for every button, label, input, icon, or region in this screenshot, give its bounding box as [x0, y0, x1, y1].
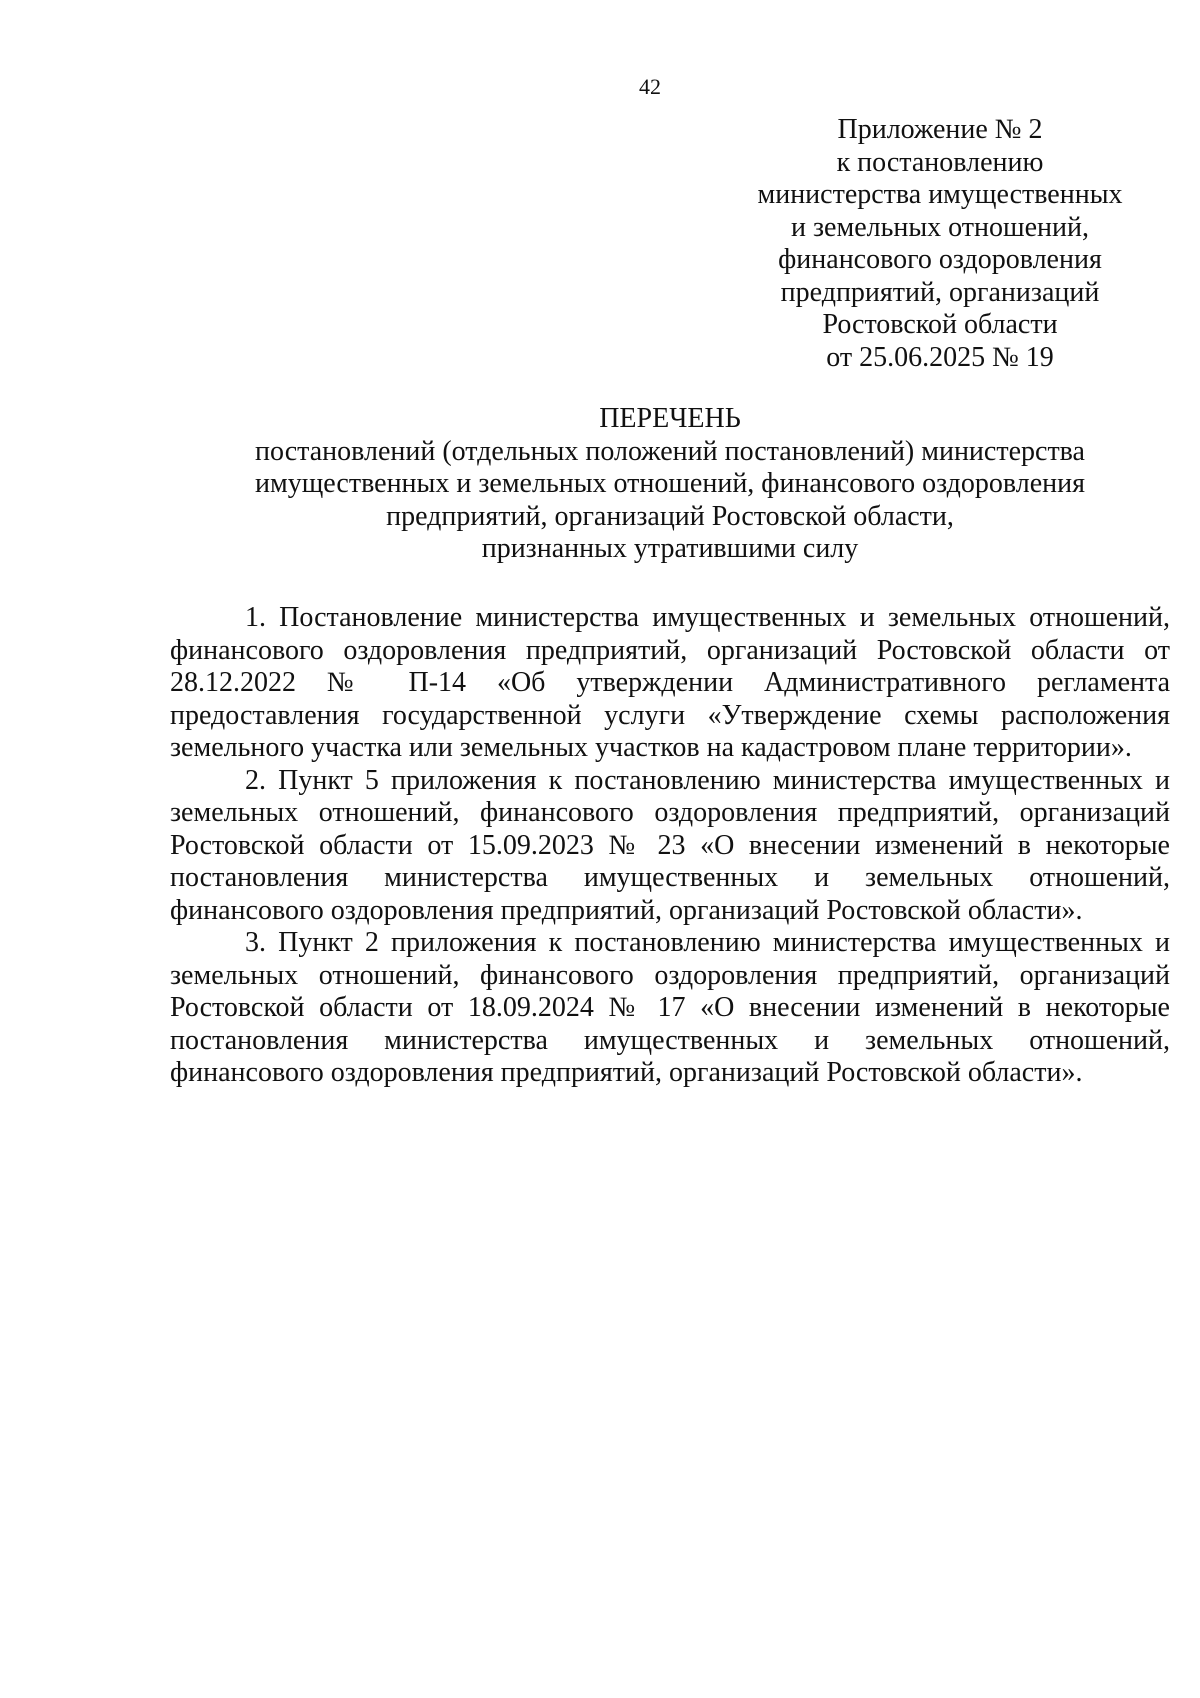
appendix-line: к постановлению [836, 146, 1044, 178]
title-subtitle-line: признанных утратившими силу [481, 533, 859, 564]
title-heading: ПЕРЕЧЕНЬ [599, 403, 741, 434]
appendix-line: предприятий, организаций [780, 276, 1100, 308]
appendix-line: министерства имущественных [757, 179, 1123, 210]
title-subtitle-line: имущественных и земельных отношений, финансового оздоровления [255, 468, 1085, 499]
appendix-line: от 25.06.2025 № 19 [826, 341, 1054, 373]
appendix-line: Ростовской области [822, 309, 1058, 340]
appendix-line: и земельных отношений, [791, 211, 1089, 243]
title-subtitle-line: постановлений (отдельных положений постановлений) министерства [255, 435, 1085, 467]
document-title [170, 403, 1170, 566]
appendix-header [700, 114, 1180, 374]
document-body [170, 602, 1170, 1090]
appendix-line: Приложение № 2 [837, 114, 1043, 145]
page-number: 42 [639, 74, 661, 99]
list-item: 3. Пункт 2 приложения к постановлению министерства имущественных и земельных отношений, финансового оздоровления предприятий, организаций Ростовской области от 18.09.2024 № 17 «О внесении изменений в некоторые постановления министерства имущественных и земельных отношений, финансового оздоровления предприятий, организаций Ростовской области». [170, 927, 1170, 1088]
list-item: 2. Пункт 5 приложения к постановлению министерства имущественных и земельных отношений, финансового оздоровления предприятий, организаций Ростовской области от 15.09.2023 № 23 «О внесении изменений в некоторые постановления министерства имущественных и земельных отношений, финансового оздоровления предприятий, организаций Ростовской области». [170, 764, 1170, 926]
list-item: 1. Постановление министерства имущественных и земельных отношений, финансового оздоровления предприятий, организаций Ростовской области от 28.12.2022 № П-14 «Об утверждении Административного регламента предоставления государственной услуги «Утверждение схемы расположения земельного участка или земельных участков на кадастровом плане территории». [170, 602, 1170, 763]
appendix-line: финансового оздоровления [778, 244, 1102, 275]
title-subtitle-line: предприятий, организаций Ростовской области, [386, 500, 954, 532]
